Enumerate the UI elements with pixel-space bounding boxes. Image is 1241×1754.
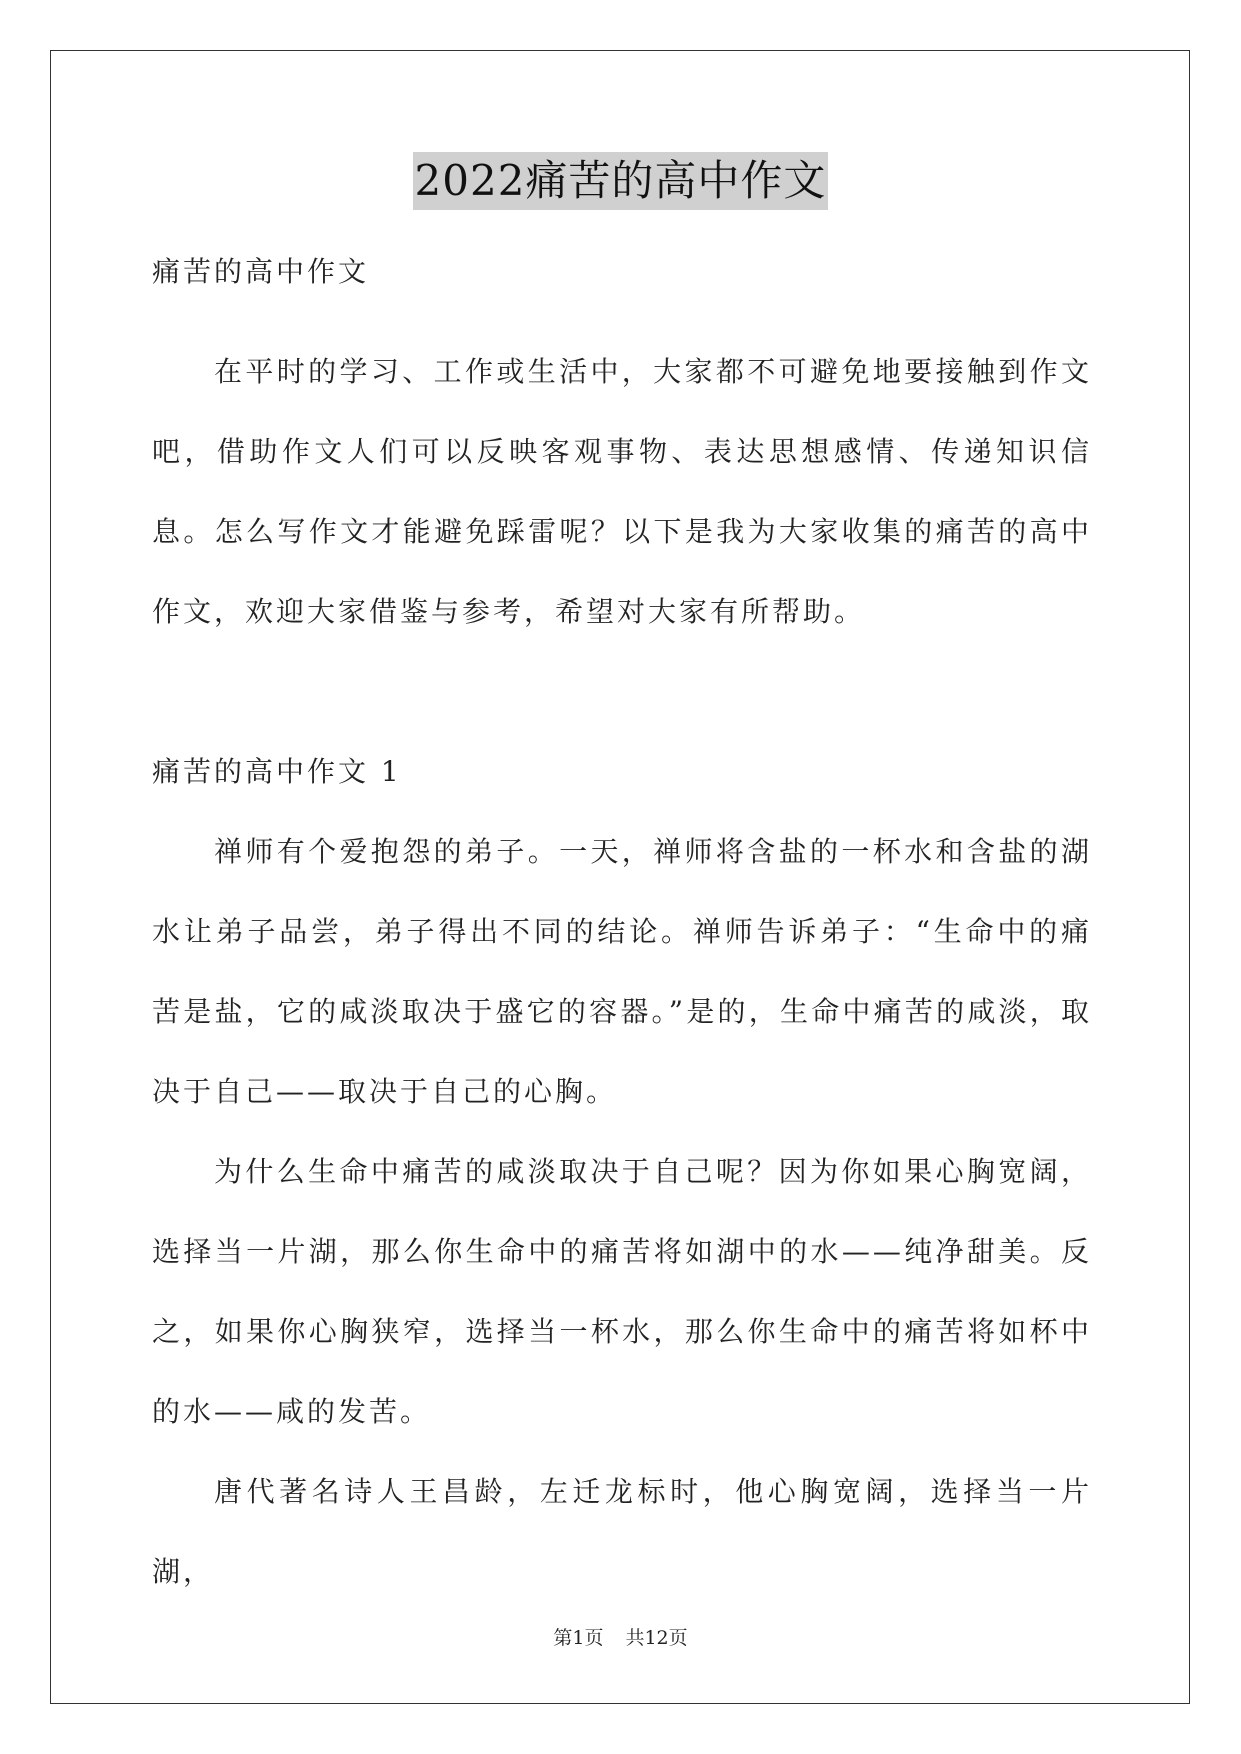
paragraph-2-text: 为什么生命中痛苦的咸淡取决于自己呢？因为你如果心胸宽阔，选择当一片湖，那么你生命中的痛苦将如湖中的水——纯净甜美。反之，如果你心胸狭窄，选择当一杯水，那么你生命中的痛苦将如杯中的水——咸的发苦。: [152, 1155, 1092, 1428]
document-title: 2022痛苦的高中作文: [413, 152, 829, 210]
title-container: [0, 152, 1241, 210]
page-total: 共12页: [625, 1627, 688, 1649]
section-heading-text: 痛苦的高中作文 1: [152, 755, 402, 788]
paragraph-1: [152, 812, 1092, 1132]
section-heading: [152, 732, 1092, 812]
page-number: 第1页: [553, 1627, 604, 1649]
intro-paragraph-text: 在平时的学习、工作或生活中，大家都不可避免地要接触到作文吧，借助作文人们可以反映客观事物、表达思想感情、传递知识信息。怎么写作文才能避免踩雷呢？以下是我为大家收集的痛苦的高中作文，欢迎大家借鉴与参考，希望对大家有所帮助。: [152, 355, 1092, 628]
intro-heading-text: 痛苦的高中作文: [152, 255, 370, 288]
paragraph-3-text: 唐代著名诗人王昌龄，左迁龙标时，他心胸宽阔，选择当一片湖，: [152, 1475, 1092, 1588]
paragraph-2: [152, 1132, 1092, 1452]
intro-paragraph: [152, 332, 1092, 652]
paragraph-1-text: 禅师有个爱抱怨的弟子。一天，禅师将含盐的一杯水和含盐的湖水让弟子品尝，弟子得出不同的结论。禅师告诉弟子：“生命中的痛苦是盐，它的咸淡取决于盛它的容器。”是的，生命中痛苦的咸淡，取决于自己——取决于自己的心胸。: [152, 835, 1092, 1108]
paragraph-3: [152, 1452, 1092, 1612]
intro-heading: [152, 232, 1092, 312]
page-footer: [0, 1624, 1241, 1652]
